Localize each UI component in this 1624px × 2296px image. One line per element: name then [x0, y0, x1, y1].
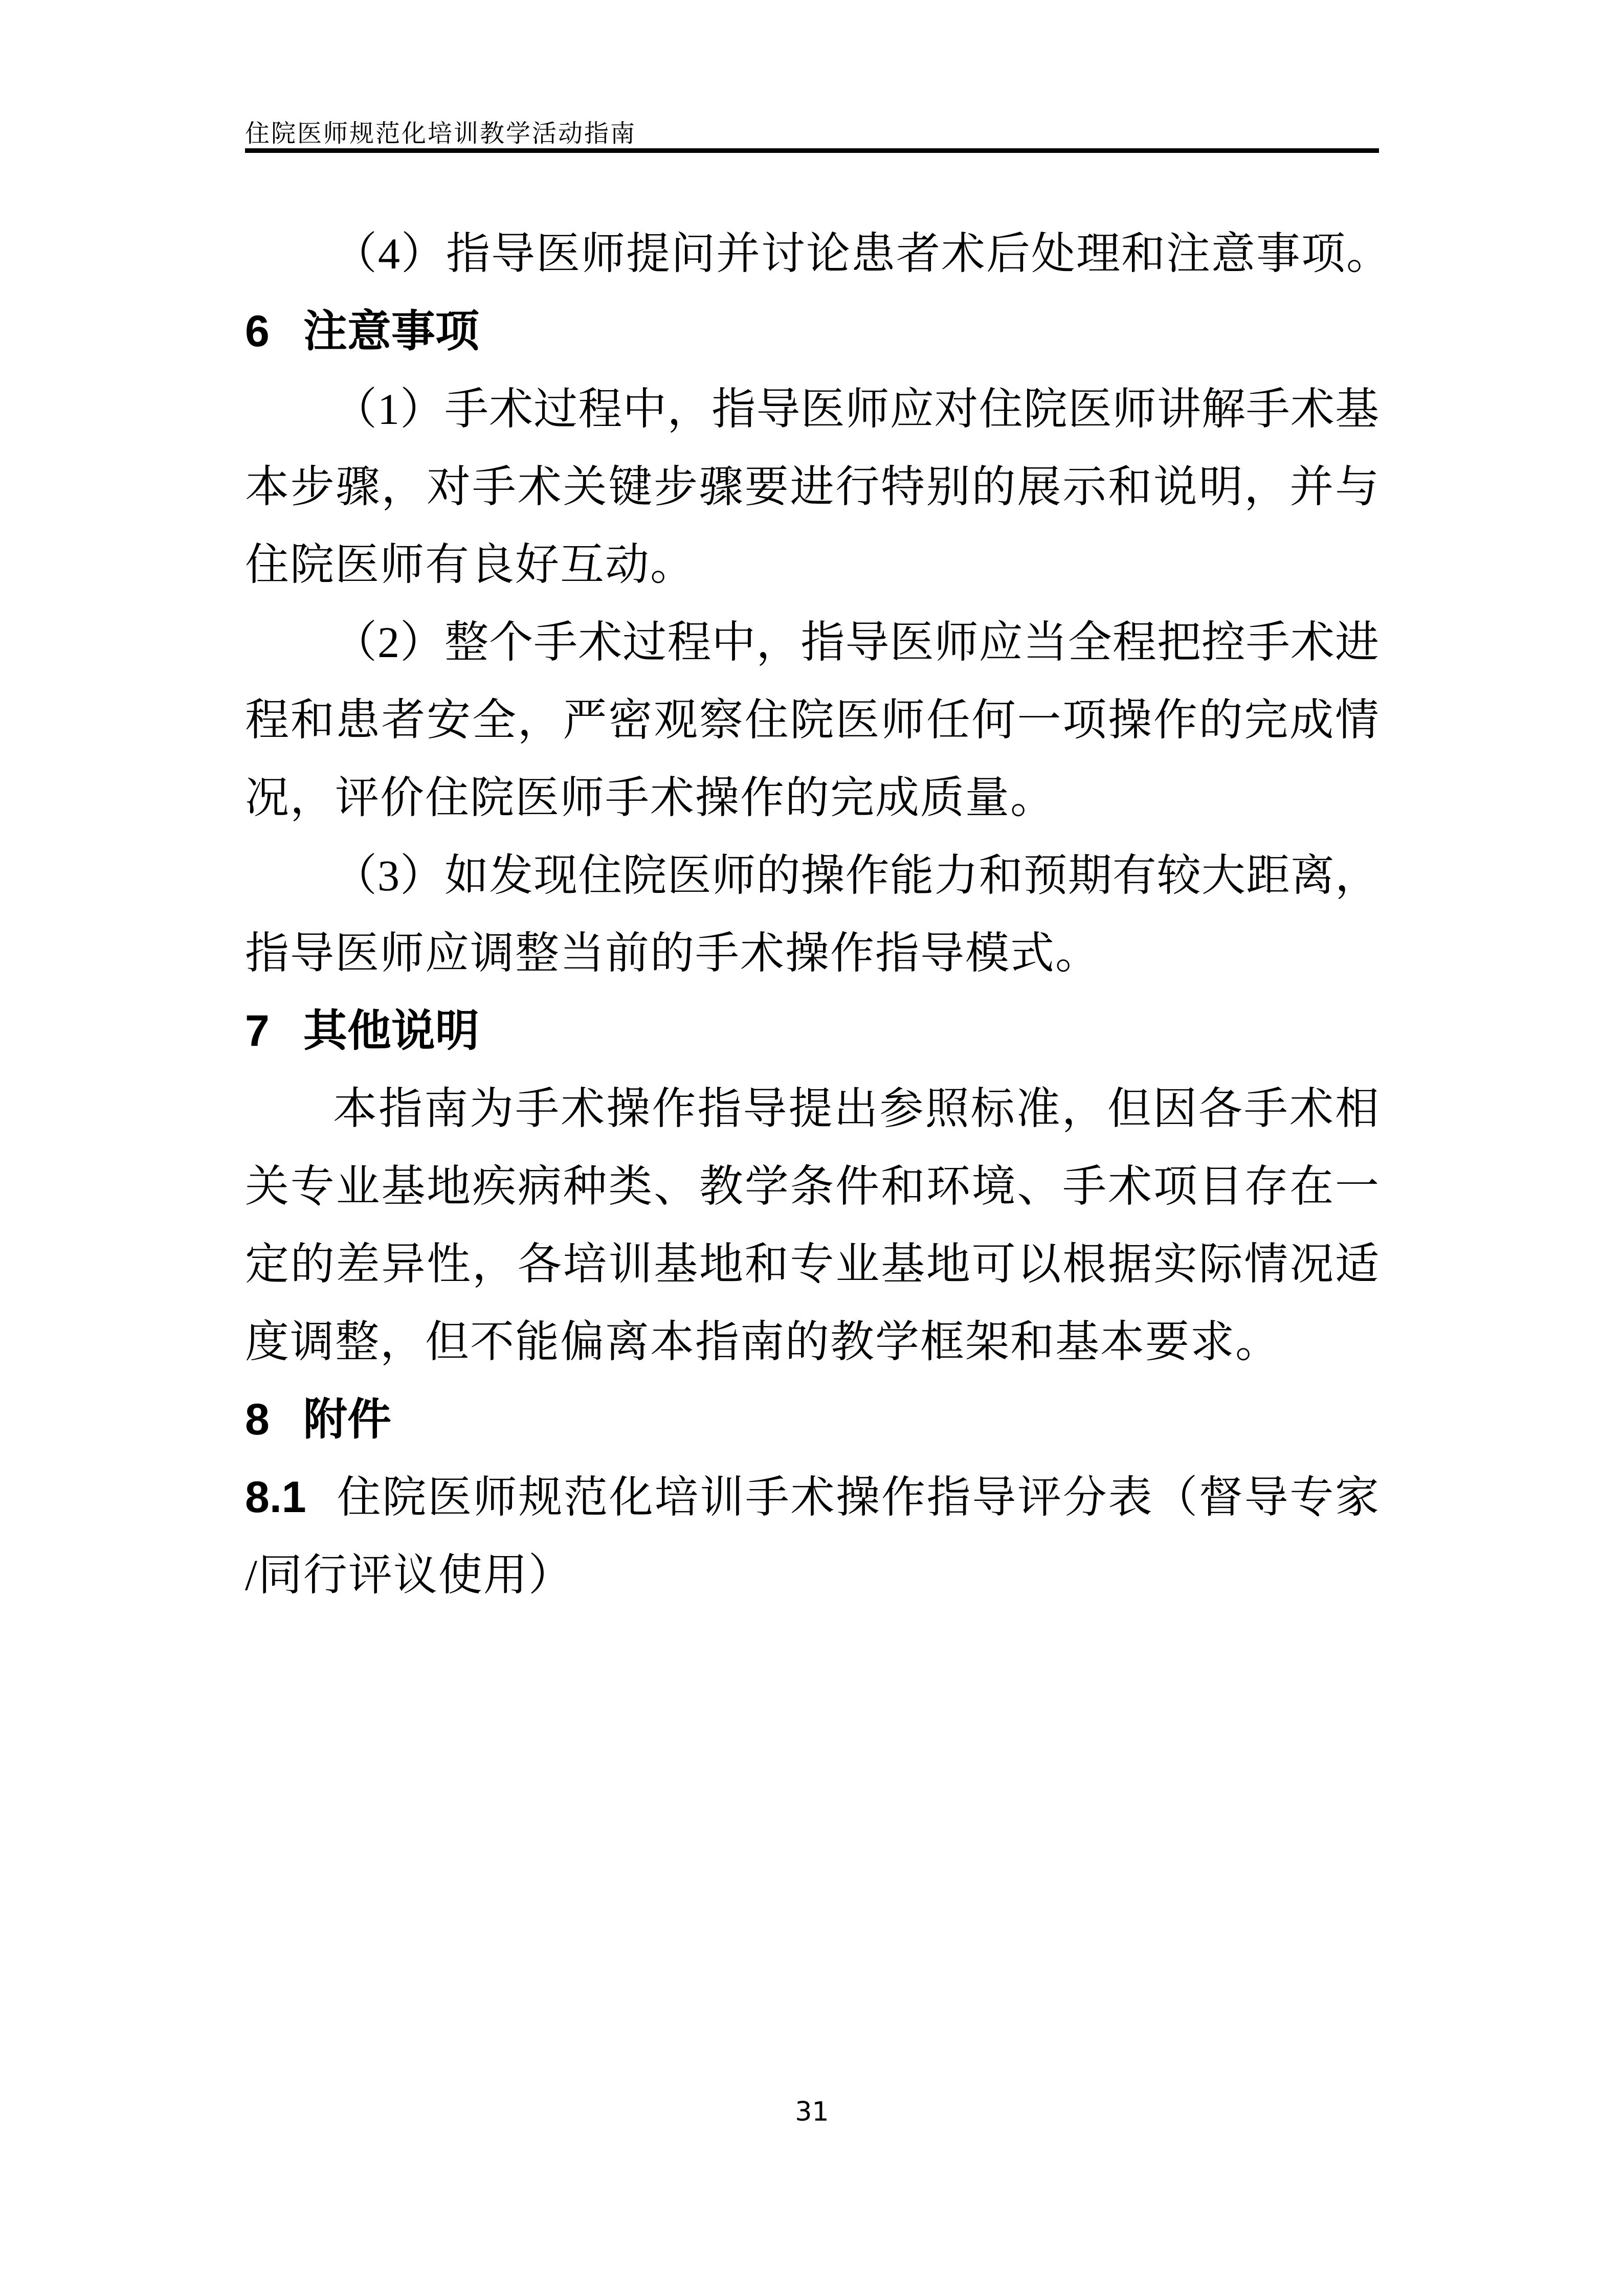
page-body [245, 215, 1391, 1614]
attachment-title: 住院医师规范化培训手术操作指导评分表（督导专家 [337, 1473, 1379, 1522]
running-header-title: 住院医师规范化培训教学活动指南 [245, 120, 637, 147]
body-line: 度调整，但不能偏离本指南的教学框架和基本要求。 [245, 1317, 1280, 1366]
body-line: 况，评价住院医师手术操作的完成质量。 [245, 773, 1055, 822]
body-line: 定的差异性，各培训基地和专业基地可以根据实际情况适 [245, 1240, 1379, 1289]
section-heading-6 [245, 292, 1379, 370]
body-line: /同行评议使用） [245, 1550, 573, 1600]
header-divider-rule [245, 148, 1379, 153]
body-line: （2）整个手术过程中，指导医师应当全程把控手术进 [333, 618, 1379, 667]
body-line: 本步骤，对手术关键步骤要进行特别的展示和说明，并与 [245, 462, 1379, 511]
section-number: 8 [245, 1395, 270, 1444]
page-number: 31 [795, 2097, 829, 2127]
body-line: 指导医师应调整当前的手术操作指导模式。 [245, 929, 1100, 978]
section-title: 其他说明 [303, 1006, 479, 1055]
body-line: （1）手术过程中，指导医师应对住院医师讲解手术基 [333, 385, 1379, 434]
body-line: （3）如发现住院医师的操作能力和预期有较大距离， [333, 851, 1379, 900]
section-heading-7 [245, 992, 1379, 1070]
attachment-heading-8-1 [245, 1458, 1379, 1536]
attachment-number: 8.1 [245, 1473, 306, 1522]
body-line: 住院医师有良好互动。 [245, 540, 695, 589]
body-line: （4）指导医师提问并讨论患者术后处理和注意事项。 [333, 229, 1391, 278]
section-title: 注意事项 [303, 307, 479, 356]
section-heading-8 [245, 1381, 1379, 1458]
body-line: 程和患者安全，严密观察住院医师任何一项操作的完成情 [245, 695, 1379, 745]
section-number: 7 [245, 1006, 270, 1055]
section-number: 6 [245, 307, 270, 356]
body-line: 关专业基地疾病种类、教学条件和环境、手术项目存在一 [245, 1162, 1379, 1211]
body-line: 本指南为手术操作指导提出参照标准，但因各手术相 [333, 1084, 1379, 1133]
section-title: 附件 [303, 1395, 391, 1444]
